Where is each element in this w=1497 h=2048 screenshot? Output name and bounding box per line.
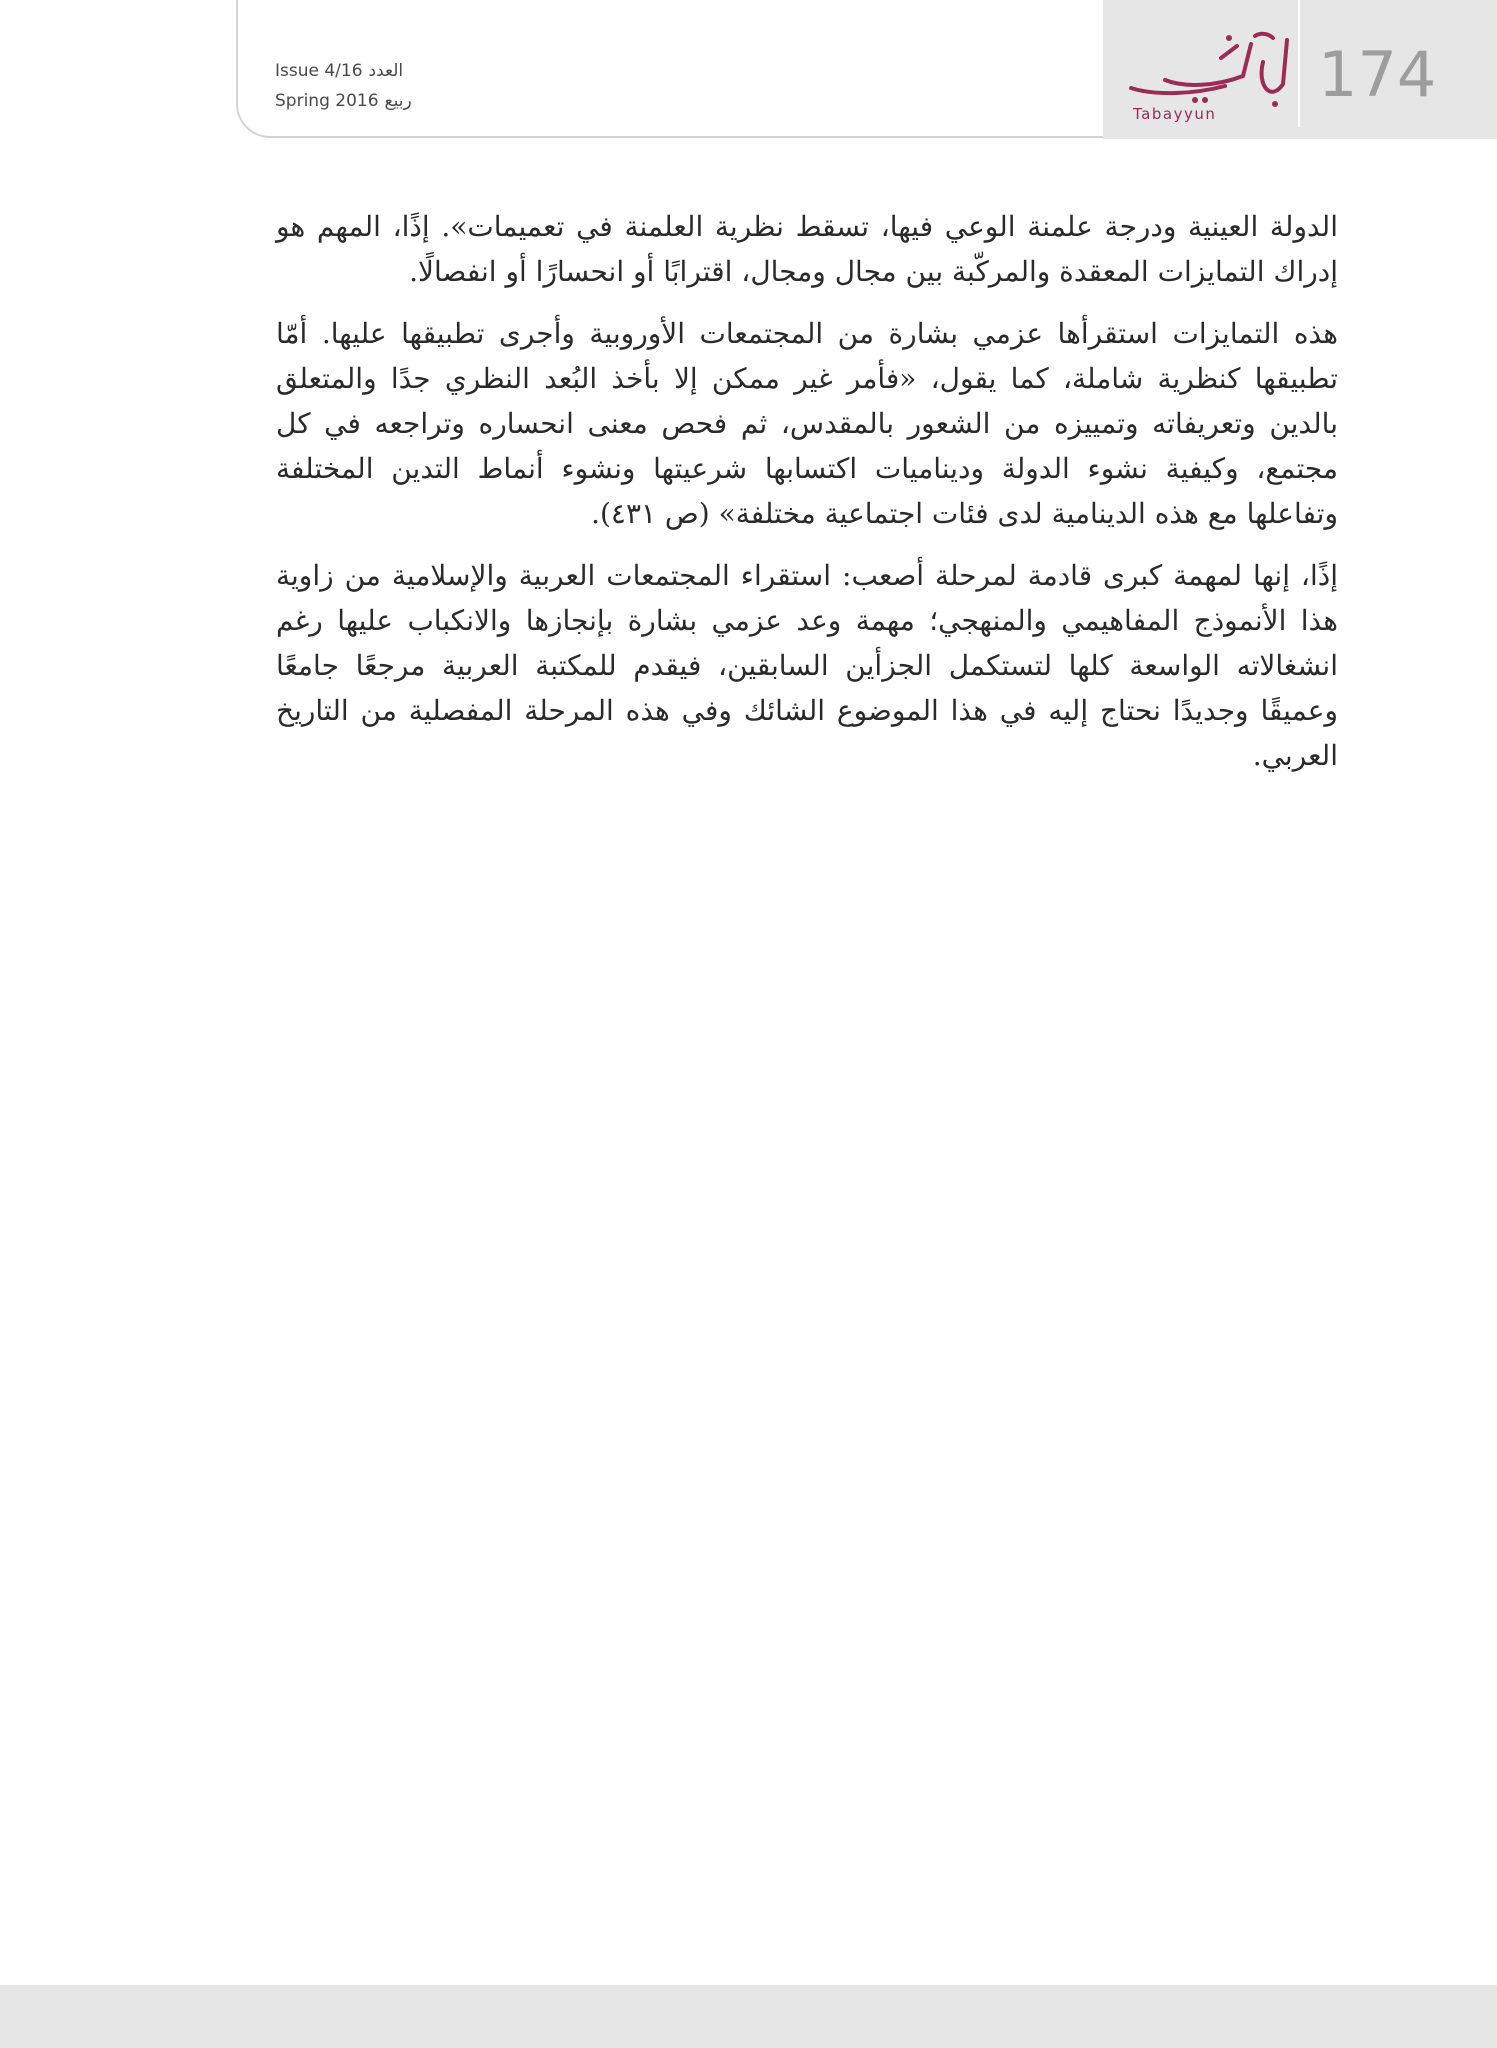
season-line [275, 86, 455, 116]
issue-line [275, 56, 455, 86]
footer-band [0, 1985, 1497, 2048]
paragraph-2: هذه التمايزات استقرأها عزمي بشارة من المجتمعات الأوروبية وأجرى تطبيقها عليها. أمّا تطبيقها كنظرية شاملة، كما يقول، «فأمر غير ممكن إلا بأخذ البُعد النظري جدًا والمتعلق بالدين وتعريفاته وتمييزه من الشعور بالمقدس، ثم فحص معنى انحساره وتراجعه في كل مجتمع، وكيفية نشوء الدولة وديناميات اكتسابها شرعيتها ونشوء أنماط التدين المختلفة وتفاعلها مع هذه الدينامية لدى فئات اجتماعية مختلفة» (ص ٤٣١). [276, 317, 1339, 530]
issue-label-arabic: العدد [368, 61, 404, 81]
season-label-arabic: ربيع [384, 91, 412, 111]
issue-info [275, 56, 455, 116]
page-number: 174 [1318, 38, 1437, 111]
issue-number: Issue 4/16 [275, 61, 363, 81]
season: Spring 2016 [275, 91, 379, 111]
logo-caption: Tabayyun [1133, 105, 1217, 123]
logo-divider [1298, 0, 1300, 127]
paragraph-3: إذًا، إنها لمهمة كبرى قادمة لمرحلة أصعب: استقراء المجتمعات العربية والإسلامية من زاوية هذا الأنموذج المفاهيمي والمنهجي؛ مهمة وعد عزمي بشارة بإنجازها والانكباب عليها رغم انشغالاته الواسعة كلها لتستكمل الجزأين السابقين، فيقدم للمكتبة العربية مرجعًا جامعًا وعميقًا وجديدًا نحتاج إليه في هذا الموضوع الشائك وفي هذه المرحلة المفصلية من التاريخ العربي. [276, 559, 1338, 772]
journal-logo [1125, 28, 1295, 132]
article-body [276, 204, 1338, 795]
logo-mark-icon [1125, 28, 1295, 108]
paragraph-1: الدولة العينية ودرجة علمنة الوعي فيها، تسقط نظرية العلمنة في تعميمات». إذًا، المهم هو إدراك التمايزات المعقدة والمركّبة بين مجال ومجال، اقترابًا أو انحسارًا أو انفصالًا. [276, 210, 1338, 288]
